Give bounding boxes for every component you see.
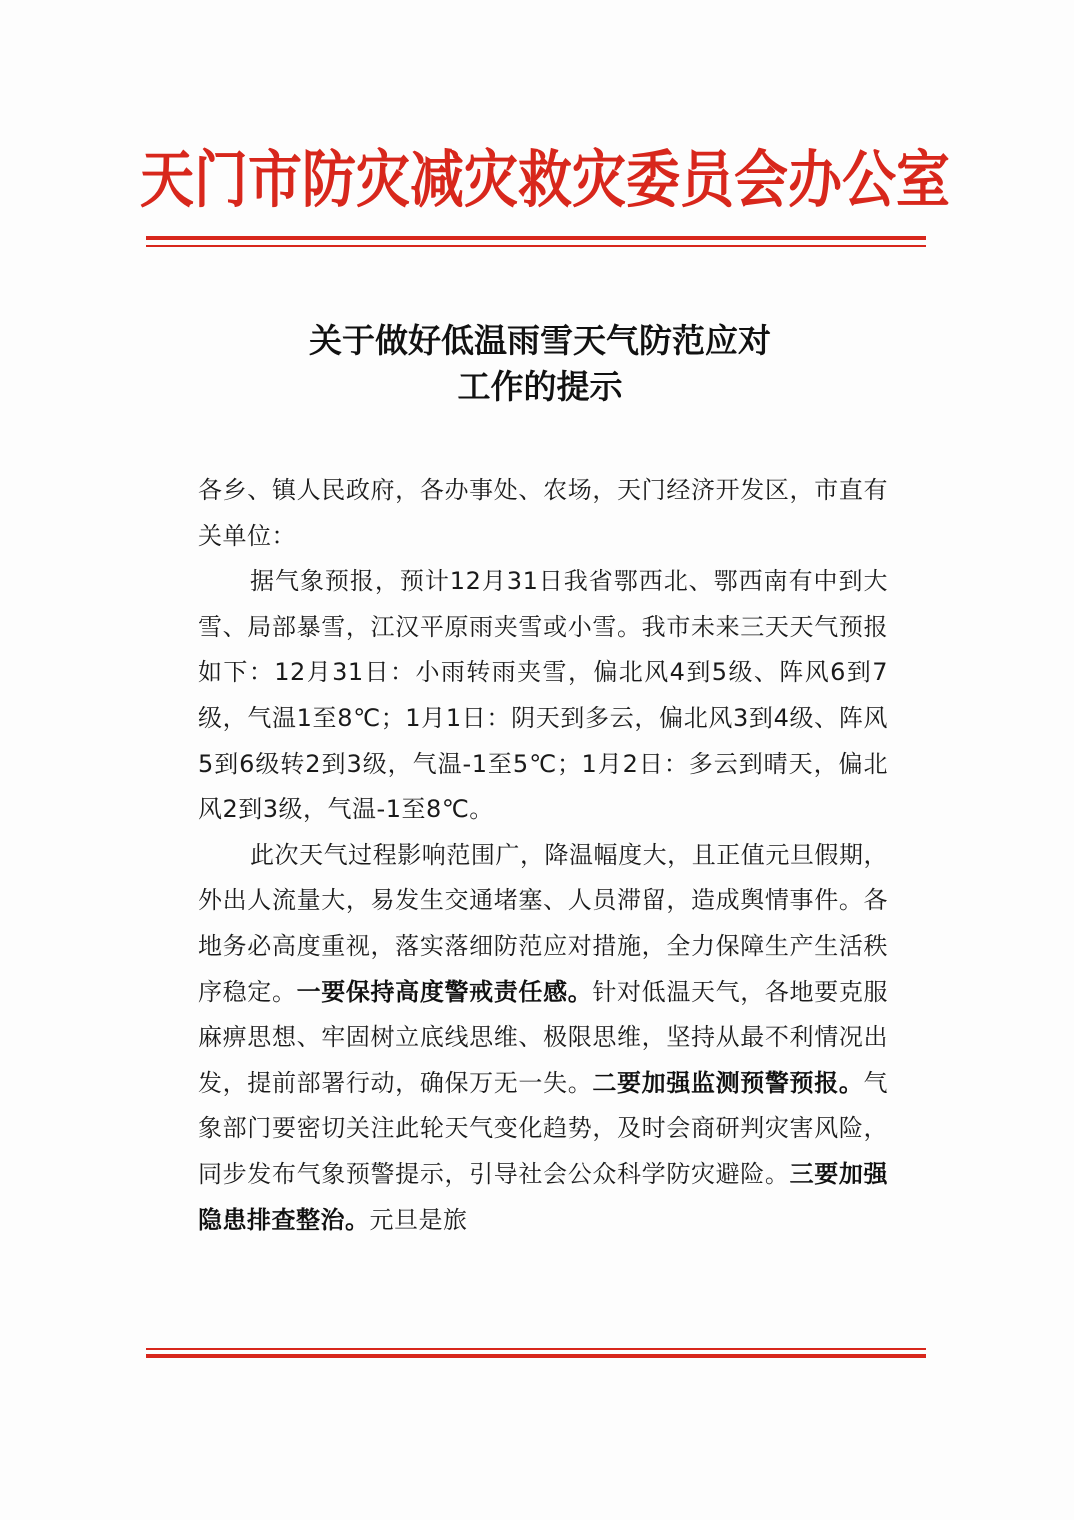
document-title — [140, 318, 940, 410]
measure-3-text: 元旦是旅 — [369, 1205, 468, 1234]
measure-1-text: 针对低温天气，各地要克服麻痹思想、牢固树立底线思维、极限思维，坚持从最不利情况出发，提前部署行动，确保万无一失。 — [198, 977, 889, 1097]
header-red-rule-thin — [146, 245, 926, 247]
document-title-line-2: 工作的提示 — [457, 367, 623, 406]
document-title-line-1: 关于做好低温雨雪天气防范应对 — [309, 321, 771, 360]
issuer-header: 天门市防灾减灾救灾委员会办公室 — [140, 142, 950, 216]
addressee-line: 各乡、镇人民政府，各办事处、农场，天门经济开发区，市直有关单位： — [198, 476, 888, 550]
measure-1-heading: 一要保持高度警戒责任感。 — [296, 977, 593, 1006]
footer-red-rule-thick — [146, 1354, 926, 1358]
measure-2-heading: 二要加强监测预警预报。 — [592, 1068, 864, 1097]
measures-intro-text: 此次天气过程影响范围广，降温幅度大，且正值元旦假期，外出人流量大，易发生交通堵塞、人员滞留，造成舆情事件。各地务必高度重视，落实落细防范应对措施，全力保障生产生活秩序稳定。 — [198, 840, 888, 1006]
paragraph-forecast: 据气象预报，预计12月31日我省鄂西北、鄂西南有中到大雪、局部暴雪，江汉平原雨夹雪或小雪。我市未来三天天气预报如下：12月31日：小雨转雨夹雪，偏北风4到5级、阵风6到7级，气温1至8℃；1月1日：阴天到多云，偏北风3到4级、阵风5到6级转2到3级，气温-1至5℃；1月2日：多云到晴天，偏北风2到3级，气温-1至8℃。 — [198, 567, 888, 824]
paragraph-measures — [198, 833, 888, 1243]
measure-2-text: 气象部门要密切关注此轮天气变化趋势，及时会商研判灾害风险，同步发布气象预警提示，引导社会公众科学防灾避险。 — [198, 1068, 889, 1188]
measure-3-heading: 三要加强隐患排查整治。 — [198, 1159, 889, 1234]
header-red-rule-thick — [146, 236, 926, 240]
document-body — [198, 468, 888, 1243]
footer-red-rule-thin — [146, 1348, 926, 1350]
